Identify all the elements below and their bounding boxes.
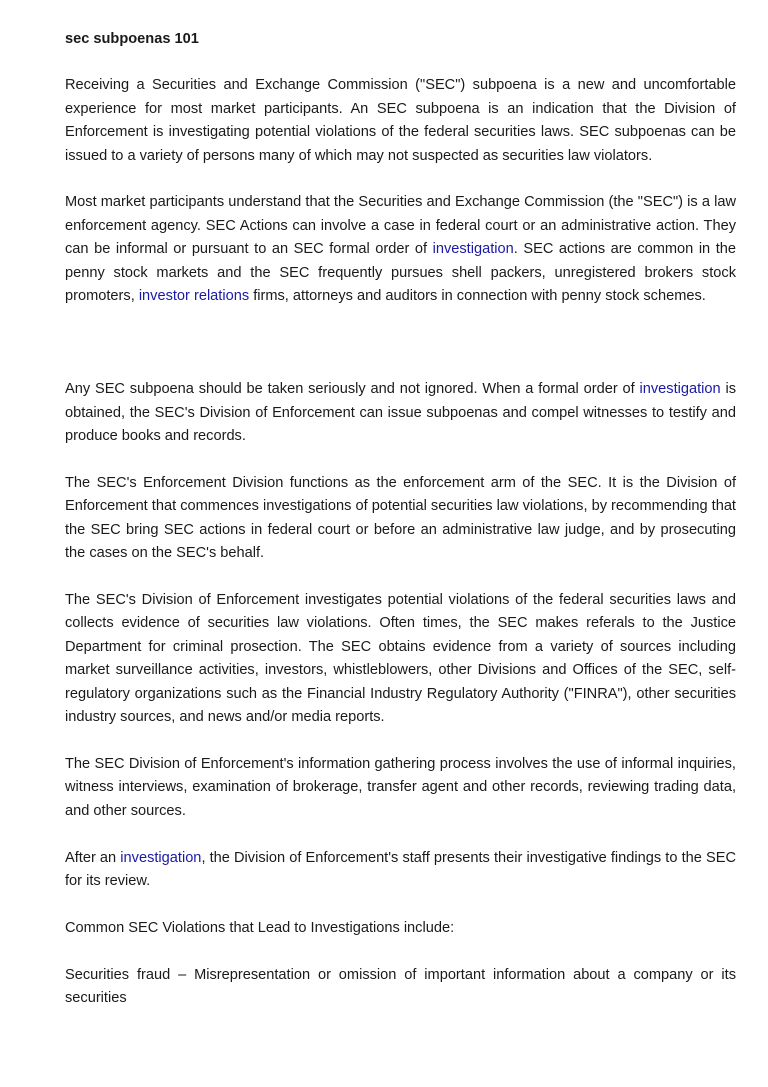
investigation-link[interactable]: investigation	[639, 381, 721, 398]
paragraph-enforcement-division: The SEC's Enforcement Division functions as the enforcement arm of the SEC. It is the Division of Enforcement that commences investigations of potential securities law violations, by recommending that the SEC bring SEC actions in federal court or before an administrative law judge, and by prosecuting the cases on the SEC's behalf.	[65, 475, 736, 562]
paragraph-common-violations: Common SEC Violations that Lead to Investigations include:	[65, 919, 455, 936]
paragraph-after-investigation	[65, 847, 736, 894]
paragraph-evidence-sources: The SEC's Division of Enforcement investigates potential violations of the federal securities laws and collects evidence of securities law violations. Often times, the SEC makes referals to the Justice Department for criminal prosection. The SEC obtains evidence from a variety of sources including market surveillance activities, investors, whistleblowers, other Divisions and Offices of the SEC, self-regulatory organizations such as the Financial Industry Regulatory Authority ("FINRA"), other securities industry sources, and news and/or media reports.	[65, 592, 736, 726]
paragraph-text: Any SEC subpoena should be taken seriously and not ignored. When a formal order of	[65, 381, 640, 398]
paragraph-information-gathering: The SEC Division of Enforcement's information gathering process involves the use of informal inquiries, witness interviews, examination of brokerage, transfer agent and other records, reviewing trading data, and other sources.	[65, 755, 736, 819]
paragraph-market-participants	[65, 191, 736, 308]
paragraph-text: Most market participants understand that the Securities and Exchange Commission (the "SEC") is a law enforcement agency. SEC Actions can involve a case in federal court or an administrative action. They can be informal or pursuant to an SEC formal order of	[65, 194, 736, 258]
document-title: sec subpoenas 101	[65, 31, 199, 47]
document-page	[65, 28, 736, 1034]
investigation-link[interactable]: investigation	[120, 849, 202, 866]
paragraph-text: firms, attorneys and auditors in connection with penny stock schemes.	[249, 288, 706, 305]
investigation-link[interactable]: investigation	[432, 241, 514, 258]
paragraph-text: is obtained, the SEC's Division of Enforcement can issue subpoenas and compel witnesses to testify and produce books and records.	[65, 381, 736, 445]
paragraph-text: After an	[65, 849, 121, 866]
paragraph-intro: Receiving a Securities and Exchange Commission ("SEC") subpoena is a new and uncomfortable experience for most market participants. An SEC subpoena is an indication that the Division of Enforcement is investigating potential violations of the federal securities laws. SEC subpoenas can be issued to a variety of persons many of which may not suspected as securities law violators.	[65, 77, 736, 164]
paragraph-take-seriously	[65, 378, 736, 448]
paragraph-text: , the Division of Enforcement's staff presents their investigative findings to the SEC for its review.	[65, 849, 736, 889]
paragraph-text: . SEC actions are common in the penny stock markets and the SEC frequently pursues shell packers, unregistered brokers stock promoters,	[65, 241, 737, 305]
investor-relations-link[interactable]: investor relations	[138, 288, 250, 305]
paragraph-securities-fraud: Securities fraud – Misrepresentation or omission of important information about a company or its securities	[65, 966, 736, 1006]
